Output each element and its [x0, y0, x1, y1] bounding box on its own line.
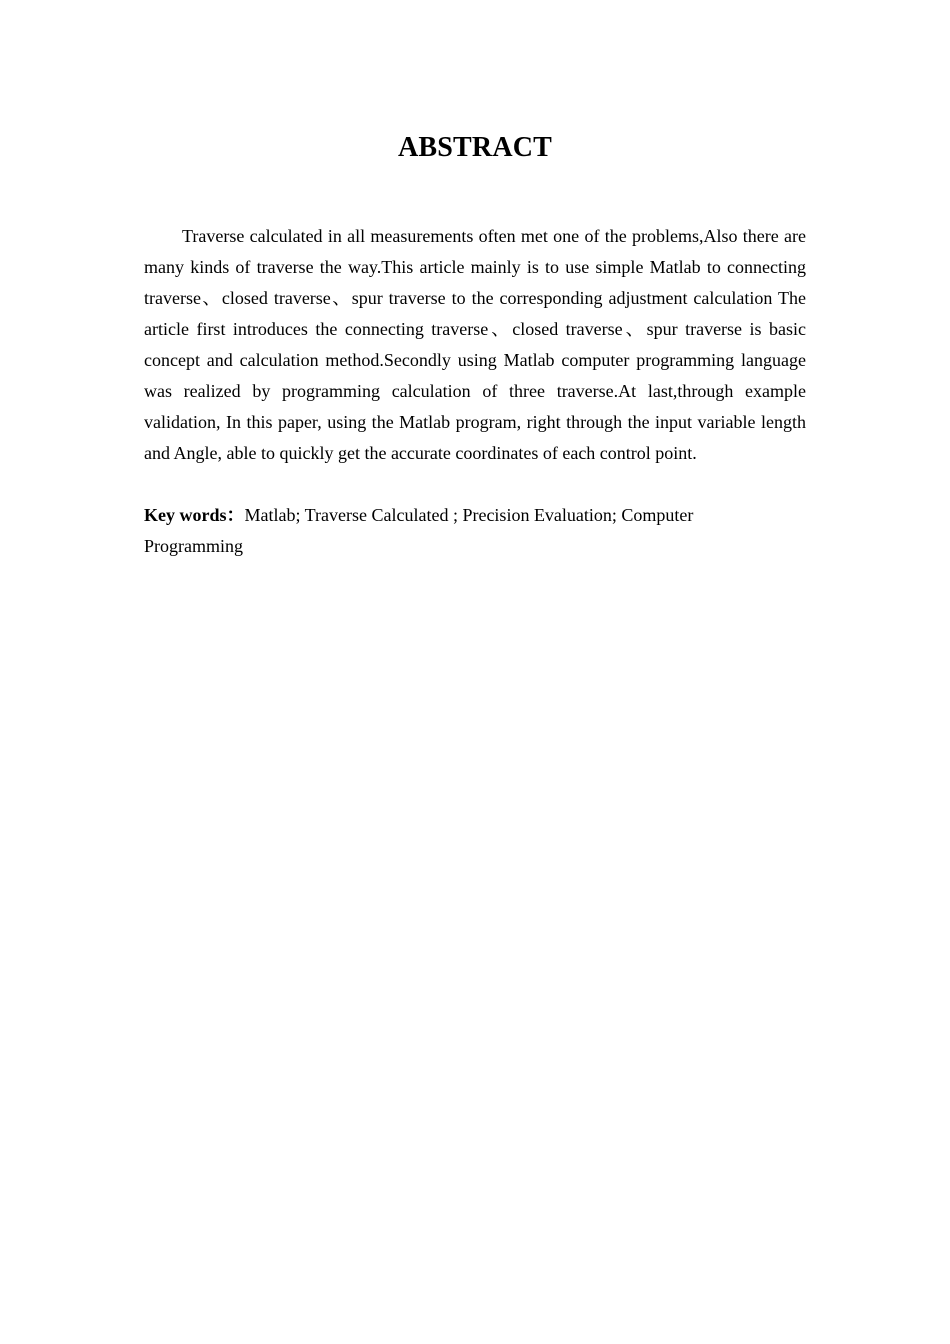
keywords-label: Key words：: [144, 505, 245, 525]
abstract-title: ABSTRACT: [397, 132, 553, 163]
keywords-line: [144, 500, 744, 562]
keywords-text: Matlab; Traverse Calculated ; Precision Evaluation; Computer Programming: [144, 505, 694, 556]
abstract-paragraph: Traverse calculated in all measurements often met one of the problems,Also there are many kinds of traverse the way.This article mainly is to use simple Matlab to connecting traverse、closed traverse、spur traverse to the corresponding adjustment calculation The article first introduces the connecting traverse、closed traverse、spur traverse is basic concept and calculation method.Secondly using Matlab computer programming language was realized by programming calculation of three traverse.At last,through example validation, In this paper, using the Matlab program, right through the input variable length and Angle, able to quickly get the accurate coordinates of each control point.: [144, 226, 806, 463]
